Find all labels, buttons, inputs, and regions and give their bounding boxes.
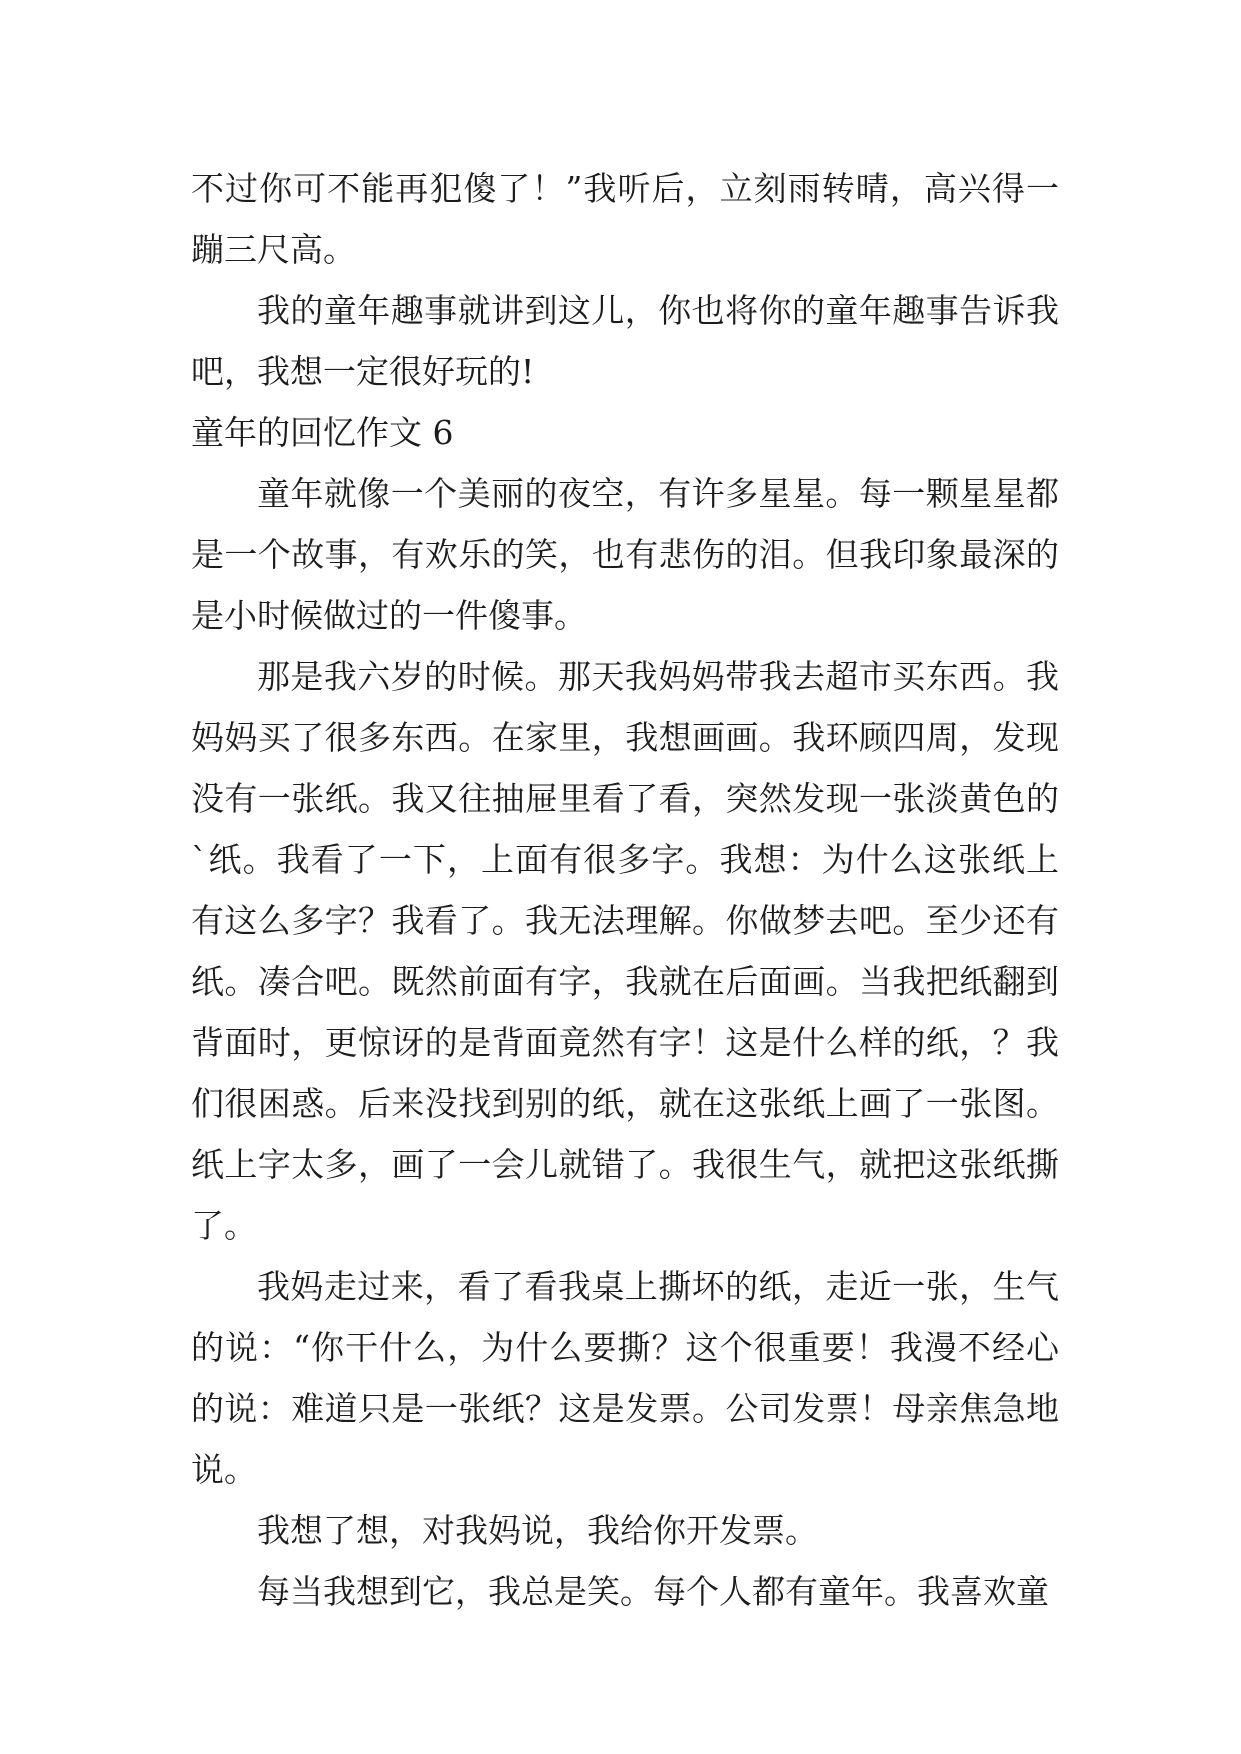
essay-paragraph-2: 那是我六岁的时候。那天我妈妈带我去超市买东西。我妈妈买了很多东西。在家里，我想画画。我环顾四周，发现没有一张纸。我又往抽屉里看了看，突然发现一张淡黄色的`纸。我看了一下，上面有很多字。我想：为什么这张纸上有这么多字？我看了。我无法理解。你做梦去吧。至少还有纸。凑合吧。既然前面有字，我就在后面画。当我把纸翻到背面时，更惊讶的是背面竟然有字！这是什么样的纸，？我们很困惑。后来没找到别的纸，就在这张纸上画了一张图。纸上字太多，画了一会儿就错了。我很生气，就把这张纸撕了。 bbox=[191, 657, 1059, 1245]
essay-heading: 童年的回忆作文 6 bbox=[191, 413, 454, 452]
essay-paragraph-1: 童年就像一个美丽的夜空，有许多星星。每一颗星星都是一个故事，有欢乐的笑，也有悲伤的泪。但我印象最深的是小时候做过的一件傻事。 bbox=[191, 474, 1059, 635]
essay-paragraph-4: 我想了想，对我妈说，我给你开发票。 bbox=[257, 1511, 818, 1550]
document-body bbox=[191, 158, 1059, 1622]
paragraph-closing-previous-essay: 我的童年趣事就讲到这儿，你也将你的童年趣事告诉我吧，我想一定很好玩的! bbox=[191, 291, 1059, 391]
essay-paragraph-3: 我妈走过来，看了看我桌上撕坏的纸，走近一张，生气的说：“你干什么，为什么要撕？这个很重要！我漫不经心的说：难道只是一张纸？这是发票。公司发票！母亲焦急地说。 bbox=[191, 1267, 1059, 1489]
essay-paragraph-5: 每当我想到它，我总是笑。每个人都有童年。我喜欢童 bbox=[257, 1572, 1049, 1611]
paragraph-continued: 不过你可不能再犯傻了！”我听后，立刻雨转晴，高兴得一蹦三尺高。 bbox=[191, 169, 1059, 269]
